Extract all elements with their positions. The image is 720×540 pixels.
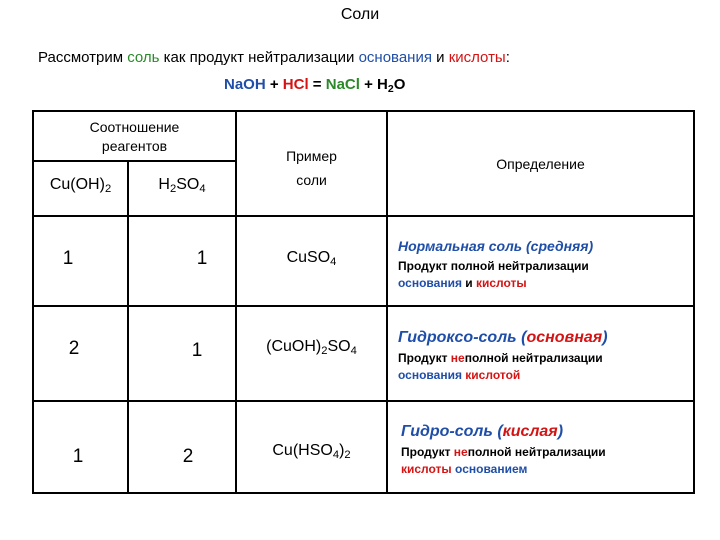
row-1-base-ratio: 1 — [62, 248, 74, 269]
intro-base-word: основания — [358, 49, 432, 66]
row-3-def-title-a: Гидро-соль ( — [401, 423, 503, 440]
row-3-def-title-b: кислая — [502, 423, 558, 440]
row-2-formula-sub-2: 4 — [350, 345, 357, 357]
row-2-def-product: Продукт — [398, 351, 451, 365]
row-2-base-ratio: 2 — [68, 338, 80, 359]
equation-base: NaOH — [224, 76, 266, 93]
header-acid-h-sub: 2 — [169, 183, 177, 195]
intro-text-4: : — [505, 49, 510, 66]
equation-salt: NaCl — [325, 76, 360, 93]
header-example — [237, 144, 386, 192]
row-3-def-product: Продукт — [401, 445, 454, 459]
header-example-line-2: соли — [296, 172, 327, 188]
equation-subscript: 2 — [387, 83, 394, 95]
row-2-def-base: основания — [398, 368, 462, 382]
row-2-definition-title — [398, 329, 608, 347]
row-3-definition-title — [401, 423, 606, 441]
equation-plus-1: + — [265, 76, 283, 93]
header-base-sub: 2 — [104, 183, 112, 195]
row-2-acid-ratio: 1 — [191, 340, 203, 361]
row-3-def-base: основанием — [455, 462, 528, 476]
row-3-definition-line-1 — [401, 444, 606, 461]
row-1-acid-ratio: 1 — [196, 248, 208, 269]
row-1-definition-line-2 — [398, 275, 593, 292]
header-ratio-divider — [34, 160, 235, 162]
row-3-definition-line-2 — [401, 461, 606, 478]
row-3-def-neutralization: полной нейтрализации — [467, 445, 606, 459]
row-2-def-title-a: Гидроксо-соль ( — [398, 329, 527, 346]
row-2-def-neutralization: полной нейтрализации — [464, 351, 603, 365]
intro-text-2: как продукт нейтрализации — [159, 49, 359, 66]
intro-text-1: Рассмотрим — [38, 49, 128, 66]
row-2-definition-line-1 — [398, 350, 608, 367]
header-acid-so: SO — [176, 176, 200, 193]
row-2-definition-line-2 — [398, 367, 608, 384]
row-3-def-not: не — [453, 445, 468, 459]
header-ratio-line-1: Соотношение — [89, 119, 180, 135]
row-3-def-acid: кислоты — [401, 462, 452, 476]
row-2-salt-formula — [237, 338, 386, 357]
row-2-definition — [398, 329, 608, 384]
intro-text-3: и — [431, 49, 449, 66]
equation-plus-2: + H — [359, 76, 388, 93]
row-1-definition-title: Нормальная соль (средняя) — [398, 238, 594, 254]
col-divider-ratio — [127, 160, 129, 492]
header-ratio-line-2: реагентов — [101, 138, 168, 154]
header-acid — [129, 176, 235, 195]
intro-sentence — [38, 49, 510, 66]
row-divider-2 — [34, 305, 693, 307]
page-title: Соли — [340, 6, 380, 23]
header-acid-so-sub: 4 — [199, 183, 206, 195]
header-base — [34, 176, 127, 195]
row-3-acid-ratio: 2 — [182, 446, 194, 467]
equation-equals: = — [308, 76, 326, 93]
row-3-definition — [401, 423, 606, 478]
row-1-formula-sub: 4 — [330, 256, 337, 268]
row-3-formula-part-2: ) — [339, 442, 345, 459]
header-base-formula: Cu(OH) — [49, 176, 105, 193]
row-2-def-acid: кислотой — [465, 368, 521, 382]
row-1-formula-part-1: Cu — [286, 249, 308, 266]
row-2-def-title-c: ) — [602, 329, 608, 346]
header-acid-h: H — [158, 176, 170, 193]
row-2-formula-sub-1: 2 — [321, 345, 328, 357]
header-definition: Определение — [496, 156, 585, 172]
row-1-formula-part-2: SO — [307, 249, 331, 266]
row-divider-3 — [34, 400, 693, 402]
row-1-def-base: основания — [398, 276, 462, 290]
row-divider-1 — [34, 215, 693, 217]
row-3-base-ratio: 1 — [72, 446, 84, 467]
header-example-line-1: Пример — [286, 148, 337, 164]
row-3-salt-formula — [237, 442, 386, 461]
intro-salt-word: соль — [127, 49, 160, 66]
intro-acid-word: кислоты — [448, 49, 506, 66]
row-2-def-not: не — [450, 351, 465, 365]
row-3-def-title-c: ) — [557, 423, 564, 440]
row-1-definition — [398, 238, 593, 292]
equation-water-o: O — [393, 76, 406, 93]
row-3-formula-sub-1: 4 — [332, 449, 340, 461]
row-2-formula-part-1: (CuOH) — [266, 338, 322, 355]
row-3-formula-sub-2: 2 — [344, 449, 351, 461]
salts-table — [32, 110, 695, 494]
row-1-definition-line-1: Продукт полной нейтрализации — [398, 259, 589, 273]
header-ratio — [34, 118, 235, 156]
row-2-formula-part-2: SO — [327, 338, 351, 355]
row-1-def-acid: кислоты — [476, 276, 527, 290]
row-1-def-and: и — [461, 276, 476, 290]
row-2-def-title-b: основная — [526, 329, 603, 346]
reaction-equation — [224, 76, 405, 95]
equation-acid: HCl — [282, 76, 309, 93]
row-1-salt-formula — [237, 249, 386, 268]
row-3-formula-part-1: Cu(HSO — [272, 442, 333, 459]
